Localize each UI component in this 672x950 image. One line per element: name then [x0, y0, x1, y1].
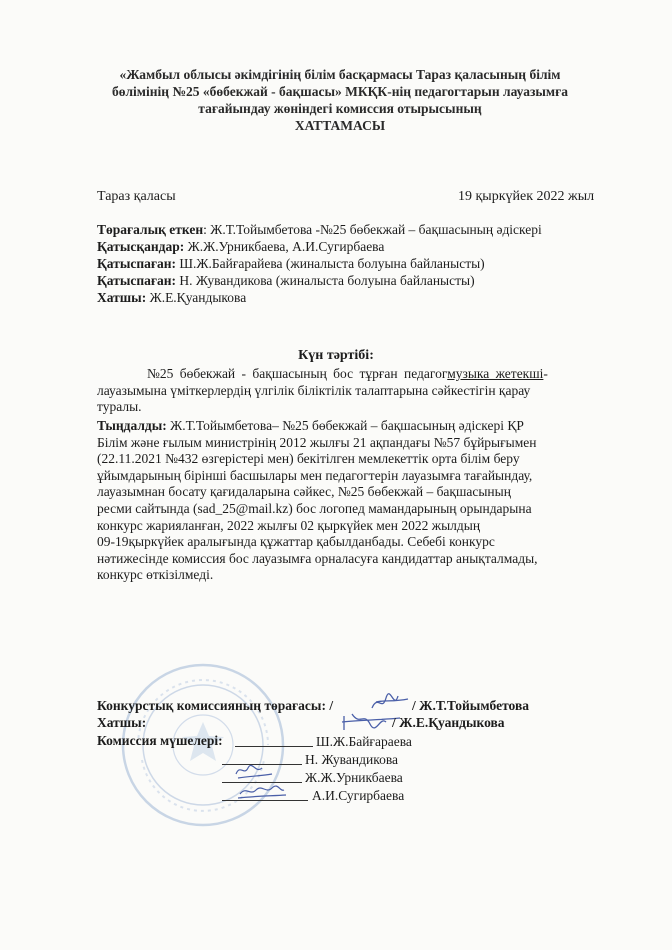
- chair-label: Төрағалық еткен: [97, 222, 204, 237]
- absent-label-1: Қатыспаған:: [97, 256, 177, 271]
- title-line-2: бөлімінің №25 «бөбекжай - бақшасы» МКҚК-нің педагогтарын лауазымға: [111, 84, 568, 99]
- document-title: [60, 66, 620, 134]
- agenda-line-3: туралы.: [97, 399, 142, 415]
- secretary-label: Хатшы:: [97, 290, 147, 305]
- present-row: [97, 238, 384, 255]
- member-name-3: Ж.Ж.Урникбаева: [305, 770, 403, 785]
- heard-line-3: (22.11.2021 №432 өзгерістері мен) бекітілген мемлекеттік орта білім беру: [97, 451, 520, 467]
- agenda-heading: Күн тәртібі:: [298, 348, 374, 363]
- agenda-l1-pre: №25 бөбекжай - бақшасының бос тұрған педагог: [147, 366, 448, 381]
- secretary-signature-label: Хатшы:: [97, 715, 147, 730]
- absent-row-1: [97, 255, 485, 272]
- member-name-4: А.И.Сугирбаева: [312, 788, 405, 803]
- agenda-l1-post: -: [543, 366, 548, 381]
- present-value: Ж.Ж.Урникбаева, А.И.Сугирбаева: [184, 239, 385, 254]
- secretary-value: Ж.Е.Қуандыкова: [146, 290, 247, 305]
- heard-text: [97, 418, 625, 584]
- present-label: Қатысқандар:: [97, 239, 185, 254]
- heard-line-1: [97, 418, 625, 435]
- absent-row-2: [97, 272, 475, 289]
- heard-line-7: конкурс жарияланған, 2022 жылғы 02 қыркүйек мен 2022 жылдың: [97, 517, 481, 533]
- heard-line-10: конкурс өткізілмеді.: [97, 567, 214, 583]
- heard-l1: Ж.Т.Тойымбетова– №25 бөбекжай – бақшасының әдіскері ҚР: [166, 418, 524, 433]
- agenda-line-1: [97, 366, 625, 383]
- chair-value: : Ж.Т.Тойымбетова -№25 бөбекжай – бақшасының әдіскері: [203, 222, 542, 237]
- absent-label-2: Қатыспаған:: [97, 273, 177, 288]
- agenda-l1-link: музыка жетекші: [447, 366, 544, 381]
- member-line-1: [235, 746, 313, 747]
- secretary-row: [97, 289, 246, 306]
- agenda-text: [97, 366, 625, 416]
- member-line-4: [222, 800, 308, 801]
- heard-line-4: ұйымдарының бірінші басшылары мен педагогтерін лауазымға тағайындау,: [97, 467, 533, 483]
- member-signature-scribble-3: [232, 760, 276, 782]
- secretary-signature-name: / Ж.Е.Қуандыкова: [392, 715, 505, 730]
- chair-row: [97, 221, 542, 238]
- agenda-line-2: лауазымына үміткерлердің үлгілік біліктілік талаптарына сәйкестігін қарау: [97, 382, 531, 398]
- members-label: Комиссия мүшелері:: [97, 733, 223, 748]
- title-line-4: ХАТТАМАСЫ: [294, 118, 386, 133]
- member-name-1: Ш.Ж.Байғараева: [316, 734, 412, 749]
- heard-line-8: 09-19қыркүйек аралығында құжаттар қабылданбады. Себебі конкурс: [97, 534, 495, 550]
- heard-line-6: ресми сайтында (sad_25@mail.kz) бос логопед мамандарының орындарына: [97, 500, 532, 516]
- absent-value-2: Н. Жувандикова (жиналыста болуына байланысты): [176, 273, 475, 288]
- chair-signature-label: Конкурстық комиссияның төрағасы: /: [97, 698, 334, 713]
- heard-label: Тыңдалды:: [97, 418, 167, 433]
- heard-line-9: нәтижесінде комиссия бос лауазымға орналасуға кандидаттар анықталмады,: [97, 550, 538, 566]
- heard-line-5: лауазымнан босату қағидаларына сәйкес, №25 бөбекжай – бақшасының: [97, 484, 511, 500]
- title-line-1: «Жамбыл облысы әкімдігінің білім басқармасы Тараз қаласының білім: [119, 67, 561, 82]
- date: 19 қыркүйек 2022 жыл: [458, 189, 595, 204]
- member-name-2: Н. Жувандикова: [305, 752, 399, 767]
- member-signature-scribble-4: [236, 780, 288, 802]
- place: Тараз қаласы: [97, 189, 176, 204]
- absent-value-1: Ш.Ж.Байғарайева (жиналыста болуына байланысты): [176, 256, 485, 271]
- chair-signature-name: / Ж.Т.Тойымбетова: [412, 698, 530, 713]
- title-line-3: тағайындау жөніндегі комиссия отырысының: [198, 101, 482, 116]
- heard-line-2: Білім және ғылым министрінің 2012 жылғы 21 ақпандағы №57 бұйрығымен: [97, 434, 537, 450]
